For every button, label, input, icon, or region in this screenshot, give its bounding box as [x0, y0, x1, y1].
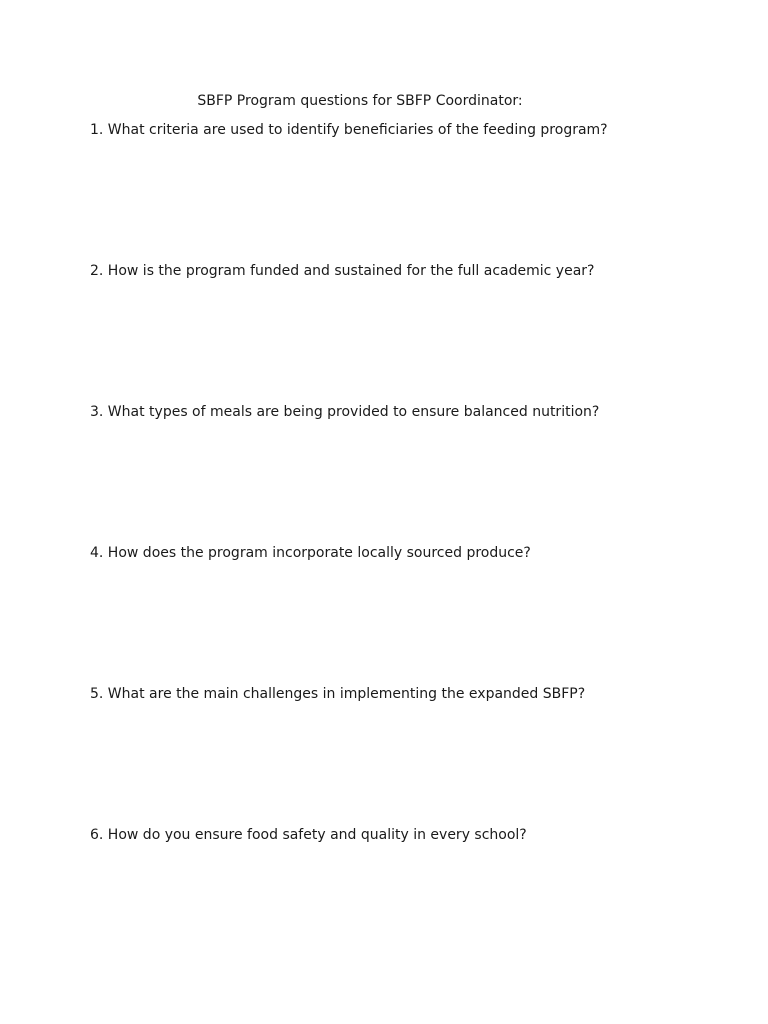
- question-2: 2. How is the program funded and sustained for the full academic year?: [90, 263, 595, 279]
- question-4: 4. How does the program incorporate locally sourced produce?: [90, 545, 531, 561]
- document-title: SBFP Program questions for SBFP Coordinator:: [197, 93, 523, 109]
- question-1: 1. What criteria are used to identify beneficiaries of the feeding program?: [90, 122, 608, 138]
- question-3: 3. What types of meals are being provided to ensure balanced nutrition?: [90, 404, 600, 420]
- question-6: 6. How do you ensure food safety and quality in every school?: [90, 827, 527, 843]
- question-5: 5. What are the main challenges in implementing the expanded SBFP?: [90, 686, 586, 702]
